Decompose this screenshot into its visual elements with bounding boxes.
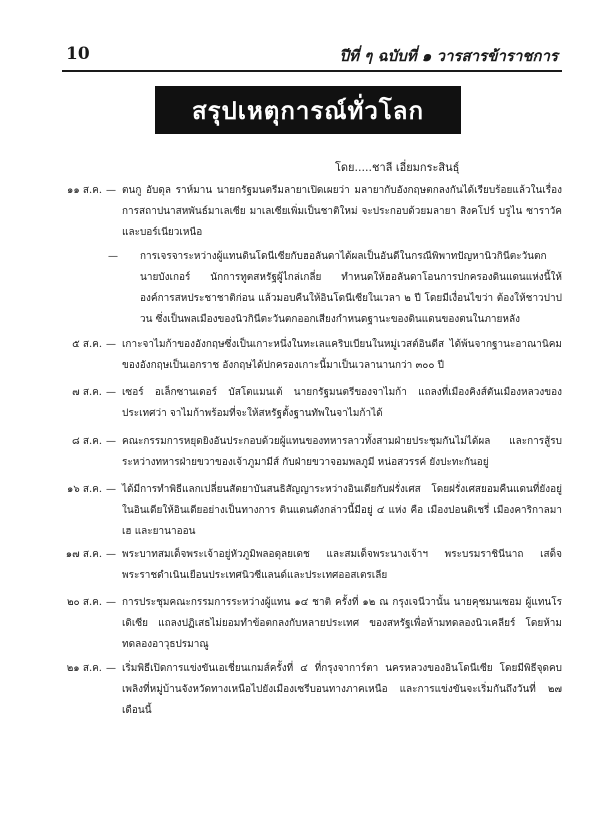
event-dash: —: [108, 251, 118, 262]
event-dash: —: [106, 663, 116, 674]
event-text: ได้มีการทำพิธีแลกเปลี่ยนสัตยาบันสนธิสัญญาระหว่างอินเดียกับฝรั่งเศส โดยฝรั่งเศสยอมคืนแดนที่ยังอยู่ในอินเดียให้อินเดียอย่างเป็นทางการ ดินแดนดังกล่าวนี้มีอยู่ ๔ แห่ง คือ เมืองปอนดิเชรี่ เมืองคาริกาลมาเฮ และยานาออน: [122, 484, 562, 537]
event-date: ๑๗ ส.ค.: [65, 549, 102, 560]
header-rule: [62, 70, 562, 72]
event-dash: —: [106, 387, 116, 398]
event-date: ๑๑ ส.ค.: [66, 185, 102, 196]
article-title: สรุปเหตุการณ์ทั่วโลก: [192, 95, 424, 125]
event-date: ๑๖ ส.ค.: [66, 484, 102, 495]
event-text: พระบาทสมเด็จพระเจ้าอยู่หัวภูมิพลอดุลยเดช และสมเด็จพระนางเจ้าฯ พระบรมราชินีนาถ เสด็จพระราชดำเนินเยือนประเทศนิวซีแลนด์และประเทศออสเตรเลีย: [122, 549, 562, 581]
journal-title: ปีที่ ๆ ฉบับที่ ๑ วารสารข้าราชการ: [339, 47, 558, 65]
event-dash: —: [106, 436, 116, 447]
event-text: ตนกู อับดุล ราห์มาน นายกรัฐมนตรีมลายาเปิดเผยว่า มลายากับอังกฤษตกลงกันได้เรียบร้อยแล้วในเรื่องการสถาปนาสหพันธ์มาเลเซีย มาเลเซียเพิ่มเป็นชาติใหม่ จะประกอบด้วยมลายา สิงคโปร์ บรูไน ซาราวัคและบอร์เนียวเหนือ: [122, 185, 562, 238]
event-date: ๒๑ ส.ค.: [66, 663, 102, 674]
event-text: คณะกรรมการหยุดยิงอันประกอบด้วยผู้แทนของทหารลาวทั้งสามฝ่ายประชุมกันไม่ได้ผล และการสู้รบระหว่างทหารฝ่ายขวาของเจ้าภูมามีส์ กับฝ่ายขวาจอมพลภูมี หน่อสวรรค์ ยังปะทะกันอยู่: [122, 436, 562, 468]
event-text: การเจรจาระหว่างผู้แทนดินโดนีเซียกับฮอลันดาได้ผลเป็นอันดีในกรณีพิพาทปัญหานิวกินีตะวันตก นายบังเกอร์ นักการทูตสหรัฐผู้ไกล่เกลี่ย ทำหนดให้ฮอลันดาโอนการปกครองดินแดนแห่งนี้ให้องค์การสหประชาชาติก่อน แล้วมอบคืนให้อินโดนีเซียในเวลา ๒ ปี โดยมีเงื่อนไขว่า ต้องให้ชาวปาปวน ซึ่งเป็นพลเมืองของนิวกินีตะวันตกออกเสียงกำหนดฐานะของดินแดนของตนในภายหลัง: [140, 251, 562, 325]
article-title-banner: [155, 86, 461, 134]
event-date: ๗ ส.ค.: [72, 387, 102, 398]
event-dash: —: [106, 484, 116, 495]
event-text: การประชุมคณะกรรมการระหว่างผู้แทน ๑๔ ชาติ ครั้งที่ ๑๒ ณ กรุงเจนีวานั้น นายคุชมนเซอม ผู้แทนโรเดิเซีย แถลงปฏิเสธไม่ยอมทำข้อตกลงกับหลายประเทศ ของสหรัฐเพื่อห้ามทดลองนิวเคลียร์ โดยห้ามทดลองอาวุธปรมาณู: [122, 597, 562, 650]
event-dash: —: [106, 339, 116, 350]
event-dash: —: [106, 185, 116, 196]
event-date: ๒๐ ส.ค.: [66, 597, 102, 608]
event-dash: —: [106, 597, 116, 608]
event-date: ๕ ส.ค.: [72, 339, 102, 350]
event-text: เซอร์ อเล็กซานเดอร์ บัสโตแมนเต้ นายกรัฐมนตรีของจาไมก้า แถลงที่เมืองคิงส์ตันเมืองหลวงของประเทศว่า จาไมก้าพร้อมที่จะให้สหรัฐตั้งฐานทัพในจาไมก้าได้: [122, 387, 562, 419]
article-byline: โดย.....ชาลี เอี่ยมกระสินธุ์: [335, 161, 460, 174]
event-date: ๘ ส.ค.: [71, 436, 102, 447]
event-text: เริ่มพิธีเปิดการแข่งขันเอเชี่ยนเกมส์ครั้งที่ ๔ ที่กรุงจาการ์ตา นครหลวงของอินโดนีเซีย โดยมีพิธีจุดคบเพลิงที่หมู่บ้านจังหวัดทางเหนือไปยังเมืองเซรีบอนทางภาคเหนือ และการแข่งขันจะเริ่มกันถึงวันที่ ๒๗ เดือนนี้: [122, 663, 562, 716]
event-dash: —: [106, 549, 116, 560]
page-number: 10: [66, 44, 90, 64]
event-text: เกาะจาไมก้าของอังกฤษซึ่งเป็นเกาะหนึ่งในทะเลแคริบเบียนในหมู่เวสต์อินดีส ได้พ้นจากฐานะอาณานิคมของอังกฤษเป็นเอกราช อังกฤษได้ปกครองเกาะนี้มาเป็นเวลานานกว่า ๓๐๐ ปี: [122, 339, 562, 371]
